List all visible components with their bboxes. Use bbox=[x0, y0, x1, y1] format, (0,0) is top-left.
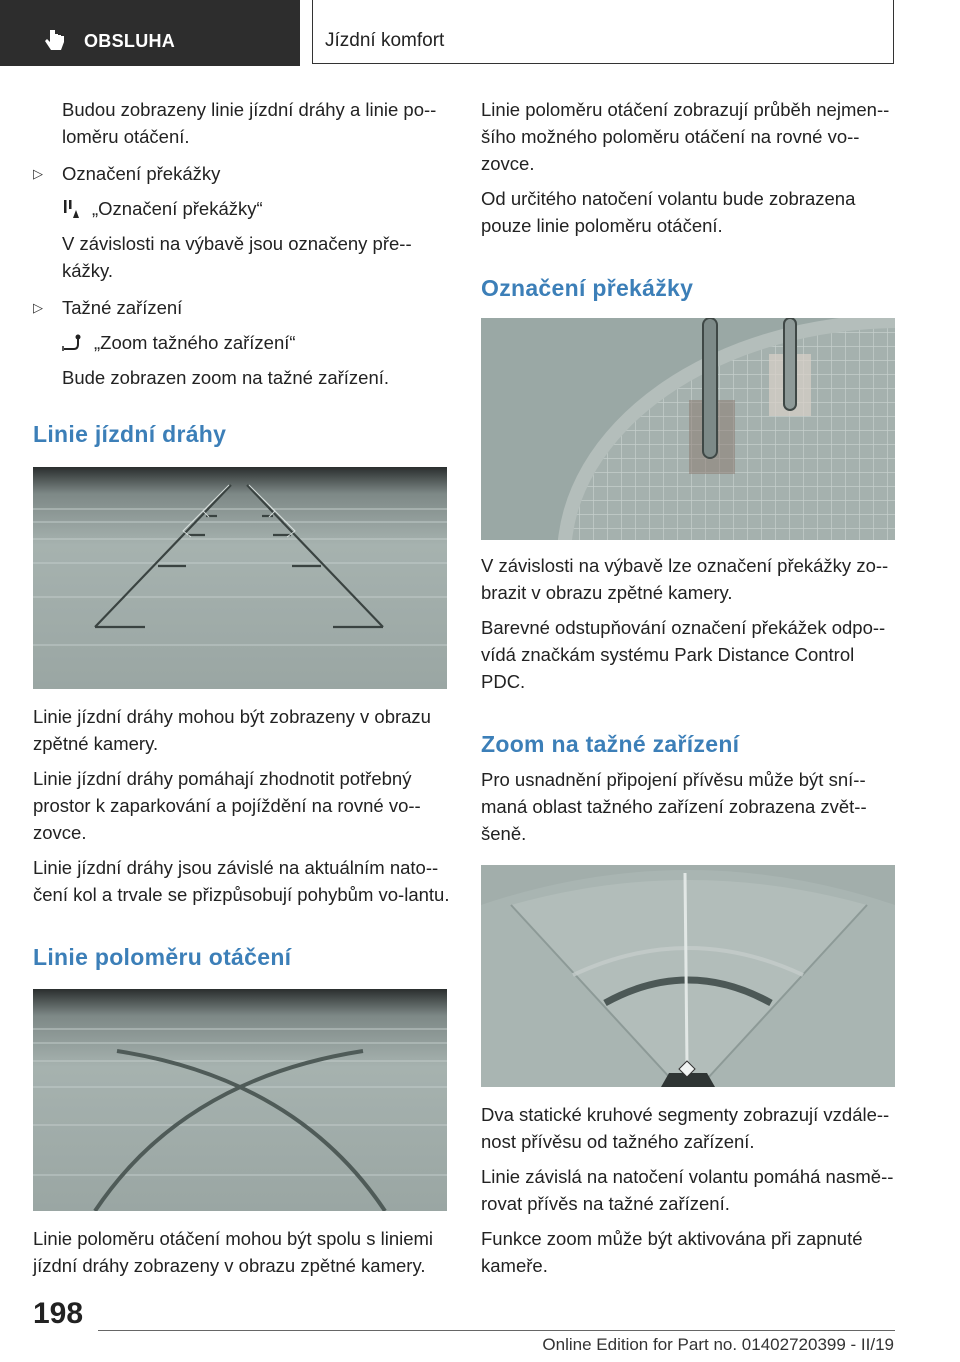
bullet-towbar bbox=[33, 294, 451, 321]
chapter-tab bbox=[0, 0, 300, 66]
turning-radius-figure bbox=[33, 989, 447, 1211]
turning-radius-paragraph-3: Od určitého natočení volantu bude zobrazena pouze linie poloměru otáčení. bbox=[481, 188, 856, 236]
heading-track-lines: Linie jízdní dráhy bbox=[33, 421, 227, 447]
obstacle-icon-line bbox=[62, 195, 451, 222]
section-title: Jízdní komfort bbox=[325, 30, 445, 51]
chapter-label: OBSLUHA bbox=[84, 31, 176, 51]
left-column bbox=[33, 96, 451, 1279]
turning-radius-paragraph: Linie poloměru otáčení mohou být spolu s liniemi jízdní dráhy zobrazeny v obrazu zpětné kamery. bbox=[33, 1228, 434, 1276]
bullet-title: Označení překážky bbox=[62, 163, 221, 184]
towbar-paragraph-1: Pro usnadnění připojení přívěsu může být sní-maná oblast tažného zařízení zobrazena zvět-šeně. bbox=[481, 769, 867, 844]
heading-towbar-zoom: Zoom na tažné zařízení bbox=[481, 731, 740, 757]
heading-turning-radius: Linie poloměru otáčení bbox=[33, 944, 292, 970]
turning-radius-paragraph-2: Linie poloměru otáčení zobrazují průběh nejmen-šího možného poloměru otáčení na rovné vo-zovce. bbox=[481, 99, 890, 174]
track-lines-paragraph-3: Linie jízdní dráhy jsou závislé na aktuálním nato-čení kol a trvale se přizpůsobují pohybům vo-lantu. bbox=[33, 857, 450, 905]
bullet-title: Tažné zařízení bbox=[62, 297, 183, 318]
bullet-text: V závislosti na výbavě jsou označeny pře-kážky. bbox=[62, 233, 412, 281]
triangle-bullet-icon: ▷ bbox=[33, 300, 43, 315]
bullet-text: Bude zobrazen zoom na tažné zařízení. bbox=[62, 367, 390, 388]
towbar-paragraph-3: Linie závislá na natočení volantu pomáhá nasmě-rovat přívěs na tažné zařízení. bbox=[481, 1166, 894, 1214]
hand-pointer-icon bbox=[44, 28, 66, 52]
obstacle-marking-figure bbox=[481, 318, 895, 540]
towbar-paragraph-2: Dva statické kruhové segmenty zobrazují vzdále-nost přívěsu od tažného zařízení. bbox=[481, 1104, 890, 1152]
right-column bbox=[481, 96, 899, 1279]
obstacle-marking-icon bbox=[62, 199, 80, 219]
track-lines-paragraph-2: Linie jízdní dráhy pomáhají zhodnotit potřebný prostor k zaparkování a pojíždění na rovné vo-zovce. bbox=[33, 768, 421, 843]
footer-edition: Online Edition for Part no. 01402720399 - II/19 bbox=[542, 1335, 894, 1354]
towbar-paragraph-4: Funkce zoom může být aktivována při zapnuté kameře. bbox=[481, 1228, 863, 1276]
obstacle-icon-label: „Označení překážky“ bbox=[92, 198, 263, 219]
towbar-zoom-icon bbox=[62, 333, 82, 353]
footer-divider bbox=[98, 1330, 895, 1331]
obstacle-paragraph-2: Barevné odstupňování označení překážek odpo-vídá značkám systému Park Distance Control PDC. bbox=[481, 617, 886, 692]
track-lines-figure bbox=[33, 467, 447, 689]
page-number: 198 bbox=[33, 1297, 84, 1330]
heading-obstacle-marking: Označení překážky bbox=[481, 275, 694, 301]
section-header bbox=[312, 0, 894, 64]
towbar-icon-label: „Zoom tažného zařízení“ bbox=[94, 332, 296, 353]
obstacle-paragraph-1: V závislosti na výbavě lze označení překážky zo-brazit v obrazu zpětné kamery. bbox=[481, 555, 889, 603]
bullet-obstacle-marking bbox=[33, 160, 451, 187]
intro-paragraph: Budou zobrazeny linie jízdní dráhy a linie po-loměru otáčení. bbox=[62, 99, 437, 147]
triangle-bullet-icon: ▷ bbox=[33, 166, 43, 181]
towbar-icon-line bbox=[62, 329, 451, 356]
track-lines-paragraph-1: Linie jízdní dráhy mohou být zobrazeny v obrazu zpětné kamery. bbox=[33, 706, 431, 754]
towbar-zoom-figure bbox=[481, 865, 895, 1087]
